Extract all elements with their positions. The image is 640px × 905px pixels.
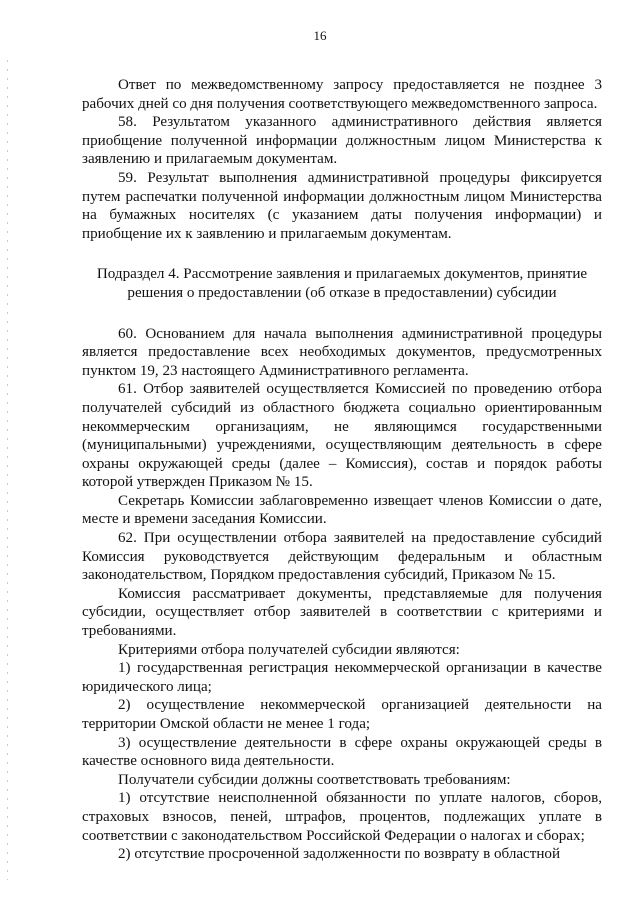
list-item-criterion-2: 2) осуществление некоммерческой организацией деятельности на территории Омской области не менее 1 года; — [82, 697, 602, 732]
list-item-requirement-1: 1) отсутствие неисполненной обязанности по уплате налогов, сборов, страховых взносов, пеней, штрафов, процентов, подлежащих уплате в соответствии с законодательством Российской Федерации о налогах и сборах; — [82, 790, 602, 844]
paragraph-62: 62. При осуществлении отбора заявителей на предоставление субсидий Комиссия руководствуется действующим федеральным и областным законодательством, Порядком предоставления субсидий, Приказом № 15. — [82, 530, 602, 584]
paragraph-commission-review: Комиссия рассматривает документы, представляемые для получения субсидии, осуществляет отбор заявителей в соответствии с критериями и требованиями. — [82, 585, 602, 640]
page-number: 16 — [313, 28, 327, 43]
paragraph-60: 60. Основанием для начала выполнения административной процедуры является предоставление всех необходимых документов, предусмотренных пунктом 19, 23 настоящего Административного регламента. — [82, 325, 602, 379]
scan-edge-marks — [7, 60, 8, 880]
paragraph-response-deadline: Ответ по межведомственному запросу предоставляется не позднее 3 рабочих дней со дня получения соответствующего межведомственного запроса. — [82, 77, 602, 112]
paragraph-58: 58. Результатом указанного административного действия является приобщение полученной информации должностным лицом Министерства к заявлению и прилагаемым документам. — [82, 114, 602, 168]
paragraph-criteria-intro: Критериями отбора получателей субсидии являются: — [118, 641, 460, 658]
subsection-heading: Подраздел 4. Рассмотрение заявления и прилагаемых документов, принятие решения о предоставлении (об отказе в предоставлении) субсидии — [96, 266, 588, 301]
list-item-criterion-1: 1) государственная регистрация некоммерческой организации в качестве юридического лица; — [82, 660, 602, 695]
list-item-criterion-3: 3) осуществление деятельности в сфере охраны окружающей среды в качестве основного вида деятельности. — [82, 734, 602, 770]
paragraph-secretary: Секретарь Комиссии заблаговременно извещает членов Комиссии о дате, месте и времени заседания Комиссии. — [82, 492, 602, 528]
paragraph-requirements-intro: Получатели субсидии должны соответствовать требованиям: — [118, 771, 511, 788]
paragraph-59: 59. Результат выполнения административной процедуры фиксируется путем распечатки полученной информации должностным лицом Министерства на бумажных носителях (с указанием даты получения информации) и приобщение их к заявлению и прилагаемым документам. — [82, 169, 602, 242]
list-item-requirement-2: 2) отсутствие просроченной задолженности по возврату в областной — [118, 846, 561, 863]
document-body — [82, 76, 602, 864]
paragraph-61: 61. Отбор заявителей осуществляется Комиссией по проведению отбора получателей субсидий из областного бюджета социально ориентированным некоммерческим организациям, не являющимся государственными (муниципальными) учреждениями, осуществляющим деятельность в сфере охраны окружающей среды (далее – Комиссия), состав и порядок работы которой утвержден Приказом № 15. — [82, 381, 602, 491]
